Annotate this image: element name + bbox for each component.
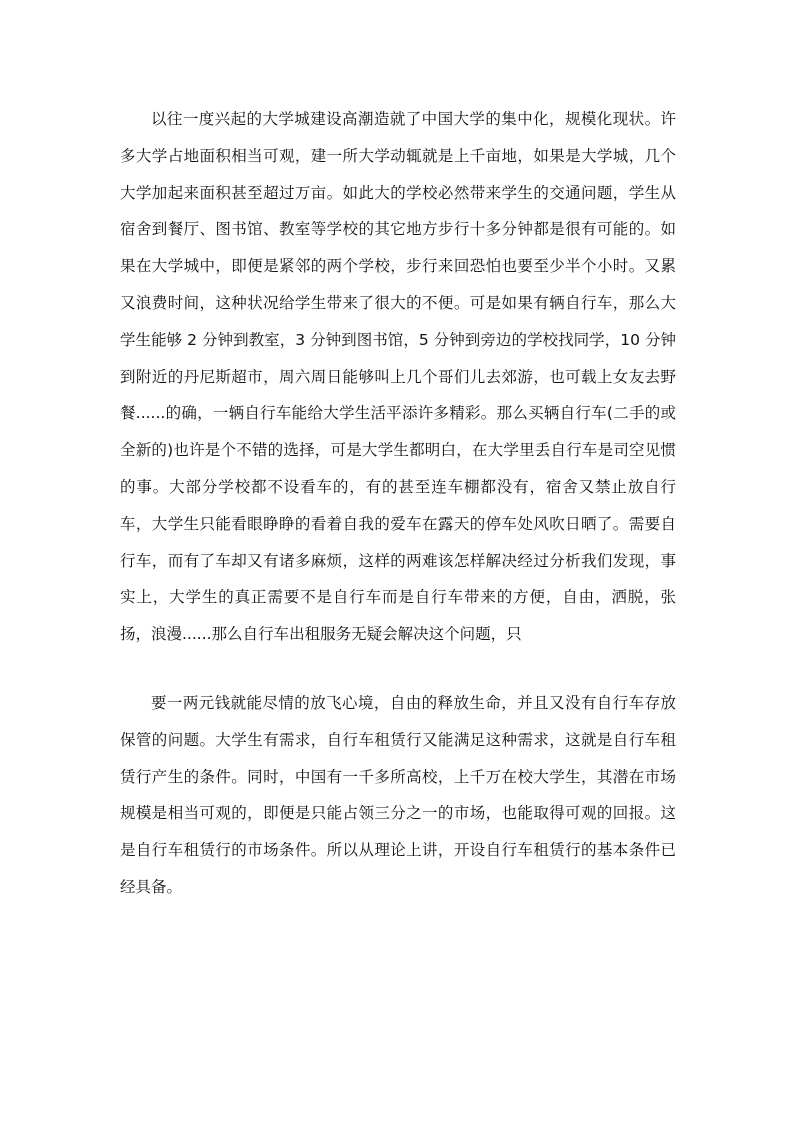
paragraph-gap: [120, 653, 676, 685]
paragraph-bicycle-need: 以往一度兴起的大学城建设高潮造就了中国大学的集中化，规模化现状。许多大学占地面积相当可观，建一所大学动辄就是上千亩地，如果是大学城，几个大学加起来面积甚至超过万亩。如此大的学校必然带来学生的交通问题，学生从宿舍到餐厅、图书馆、教室等学校的其它地方步行十多分钟都是很有可能的。如果在大学城中，即便是紧邻的两个学校，步行来回恐怕也要至少半个小时。又累又浪费时间，这种状况给学生带来了很大的不便。可是如果有辆自行车，那么大学生能够 2 分钟到教室，3 分钟到图书馆，5 分钟到旁边的学校找同学，10 分钟到附近的丹尼斯超市，周六周日能够叫上几个哥们儿去郊游，也可载上女友去野餐......的确，一辆自行车能给大学生活平添许多精彩。那么买辆自行车(二手的或全新的)也许是个不错的选择，可是大学生都明白，在大学里丢自行车是司空见惯的事。大部分学校都不设看车的，有的甚至连车棚都没有，宿舍又禁止放自行车，大学生只能看眼睁睁的看着自我的爱车在露天的停车处风吹日晒了。需要自行车，而有了车却又有诸多麻烦，这样的两难该怎样解决经过分析我们发现，事实上，大学生的真正需要不是自行车而是自行车带来的方便，自由，洒脱，张扬，浪漫......那么自行车出租服务无疑会解决这个问题，只: [120, 110, 676, 644]
document-body: [120, 101, 676, 906]
paragraph-rental-market: 要一两元钱就能尽情的放飞心境，自由的释放生命，并且又没有自行车存放保管的问题。大学生有需求，自行车租赁行又能满足这种需求，这就是自行车租赁行产生的条件。同时，中国有一千多所高校，上千万在校大学生，其潜在市场规模是相当可观的，即便是只能占领三分之一的市场，也能取得可观的回报。这是自行车租赁行的市场条件。所以从理论上讲，开设自行车租赁行的基本条件已经具备。: [120, 693, 676, 896]
